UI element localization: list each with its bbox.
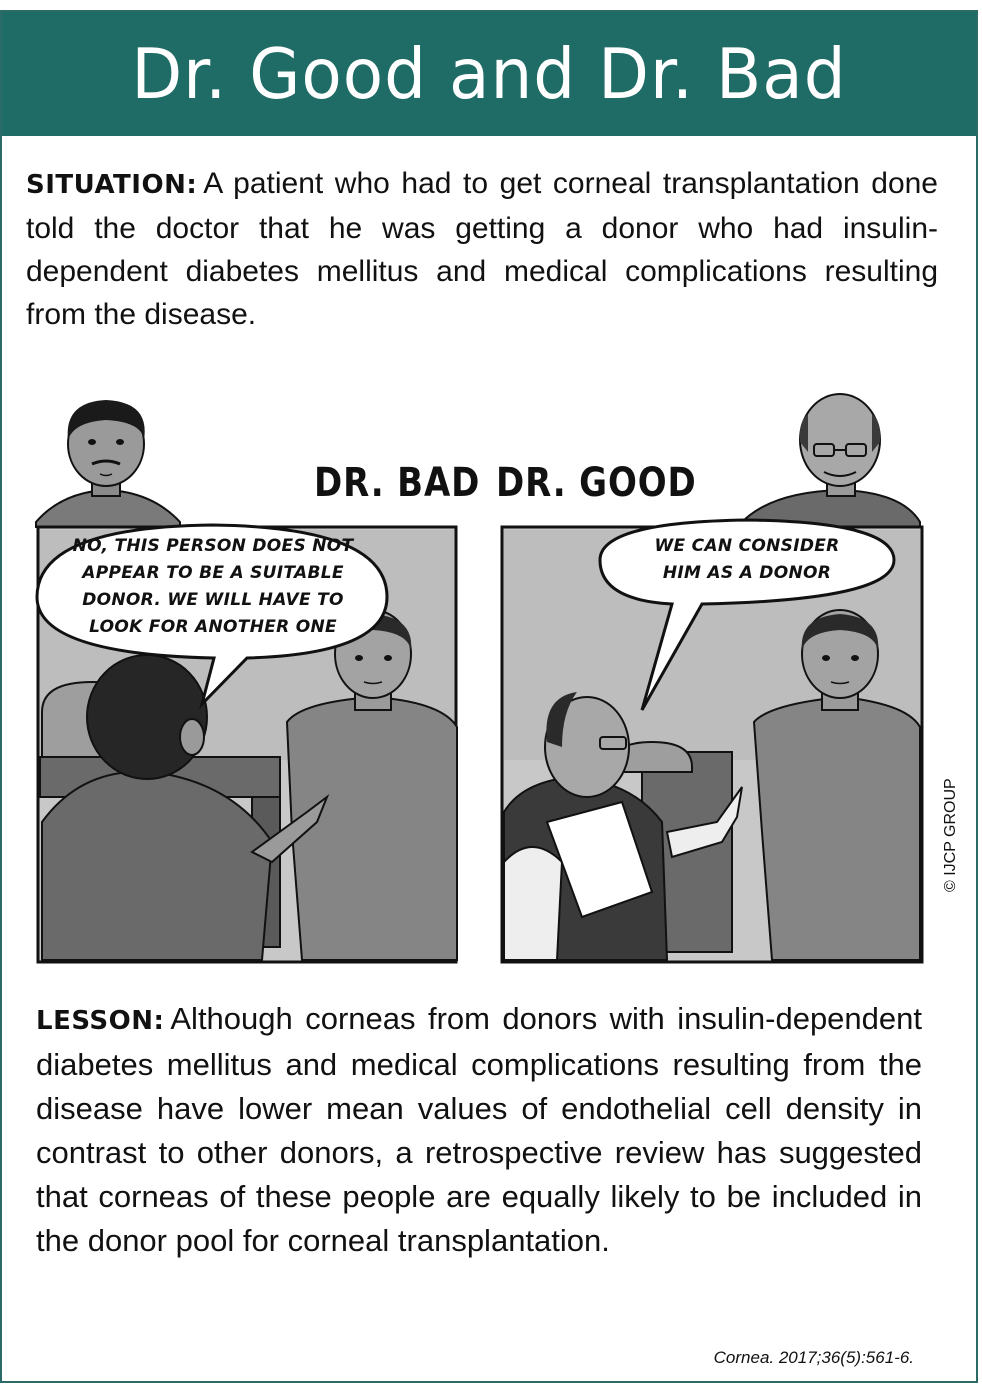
card-frame bbox=[0, 10, 978, 1383]
lesson-label: LESSON: bbox=[36, 1006, 165, 1036]
situation-text: A patient who had to get corneal transplantation done told the doctor that he was getting a donor who had insulin-dependent diabetes mellitus and medical complications resulting from the disease. bbox=[26, 167, 938, 331]
dr-good-name: DR. GOOD bbox=[496, 460, 697, 506]
dr-good-speech: WE CAN CONSIDER HIM AS A DONOR bbox=[654, 536, 840, 583]
header-bar bbox=[2, 12, 976, 136]
dr-good-avatar bbox=[742, 394, 920, 527]
lesson-text: Although corneas from donors with insulin-dependent diabetes mellitus and medical complications resulting from the disease have lower mean values of endothelial cell density in contrast to other donors, a retrospective review has suggested that corneas of these people are equally likely to be included in the donor pool for corneal transplantation. bbox=[36, 1001, 922, 1258]
comic-strip bbox=[2, 392, 980, 972]
dr-bad-speech: NO, THIS PERSON DOES NOT APPEAR TO BE A SUITABLE DONOR. WE WILL HAVE TO LOOK FOR ANOTHER ONE bbox=[72, 536, 354, 637]
dr-bad-avatar bbox=[36, 400, 180, 527]
dr-bad-name: DR. BAD bbox=[314, 460, 481, 506]
comic-illustration bbox=[2, 392, 980, 972]
copyright-notice: © IJCP GROUP bbox=[942, 778, 959, 892]
situation-paragraph bbox=[26, 162, 938, 336]
lesson-paragraph bbox=[36, 997, 922, 1263]
page-title: Dr. Good and Dr. Bad bbox=[131, 33, 847, 115]
citation: Cornea. 2017;36(5):561-6. bbox=[713, 1348, 914, 1367]
situation-label: SITUATION: bbox=[26, 170, 198, 200]
